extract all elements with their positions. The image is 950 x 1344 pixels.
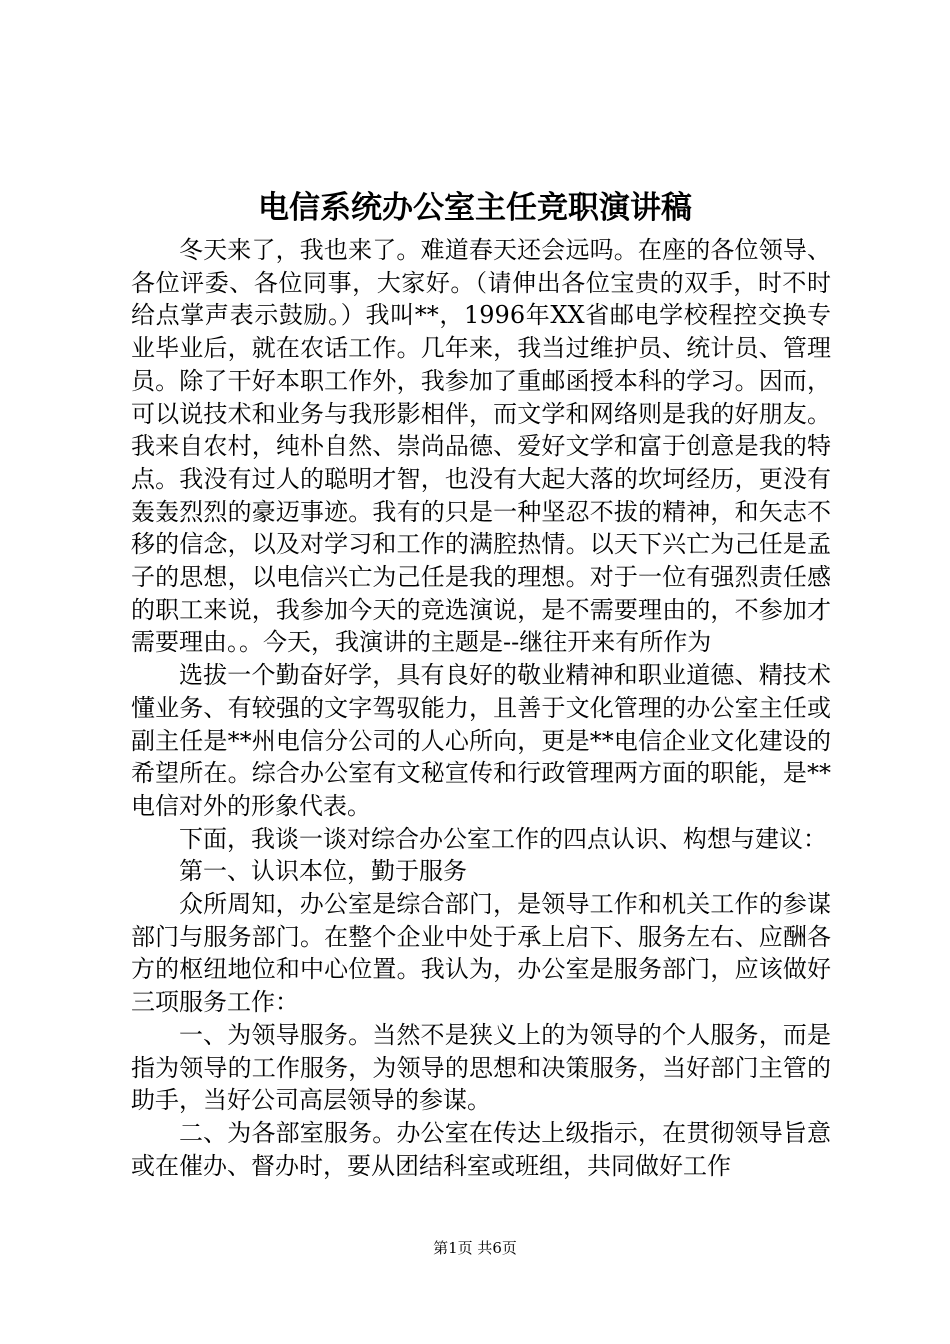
page-footer: 第1页 共6页 [433,1239,517,1257]
paragraph-5: 众所周知，办公室是综合部门，是领导工作和机关工作的参谋部门与服务部门。在整个企业中处于承上启下、服务左右、应酬各方的枢纽地位和中心位置。我认为，办公室是服务部门，应该做好三项服务工作： [131,890,831,1017]
paragraph-4-heading: 第一、认识本位，勤于服务 [179,857,467,886]
document-title: 电信系统办公室主任竞职演讲稿 [258,190,692,226]
paragraph-6: 一、为领导服务。当然不是狭义上的为领导的个人服务，而是指为领导的工作服务，为领导的思想和决策服务，当好部门主管的助手，当好公司高层领导的参谋。 [131,1020,831,1115]
document-body [131,234,831,1182]
paragraph-3: 下面，我谈一谈对综合办公室工作的四点认识、构想与建议： [179,824,827,853]
paragraph-7: 二、为各部室服务。办公室在传达上级指示，在贯彻领导旨意或在催办、督办时，要从团结科室或班组，共同做好工作 [131,1118,831,1180]
paragraph-2: 选拔一个勤奋好学，具有良好的敬业精神和职业道德、精技术懂业务、有较强的文字驾驭能力，且善于文化管理的办公室主任或副主任是**州电信分公司的人心所向，更是**电信企业文化建设的希望所在。综合办公室有文秘宣传和行政管理两方面的职能，是**电信对外的形象代表。 [131,661,831,820]
paragraph-1: 冬天来了，我也来了。难道春天还会远吗。在座的各位领导、各位评委、各位同事，大家好。（请伸出各位宝贵的双手，时不时给点掌声表示鼓励。）我叫**，1996年XX省邮电学校程控交换专业毕业后，就在农话工作。几年来，我当过维护员、统计员、管理员。除了干好本职工作外，我参加了重邮函授本科的学习。因而，可以说技术和业务与我形影相伴，而文学和网络则是我的好朋友。我来自农村，纯朴自然、崇尚品德、爱好文学和富于创意是我的特点。我没有过人的聪明才智，也没有大起大落的坎坷经历，更没有轰轰烈烈的豪迈事迹。我有的只是一种坚忍不拔的精神，和矢志不移的信念，以及对学习和工作的满腔热情。以天下兴亡为己任是孟子的思想，以电信兴亡为己任是我的理想。对于一位有强烈责任感的职工来说，我参加今天的竞选演说，是不需要理由的，不参加才需要理由。。今天，我演讲的主题是--继往开来有所作为 [131,236,831,657]
